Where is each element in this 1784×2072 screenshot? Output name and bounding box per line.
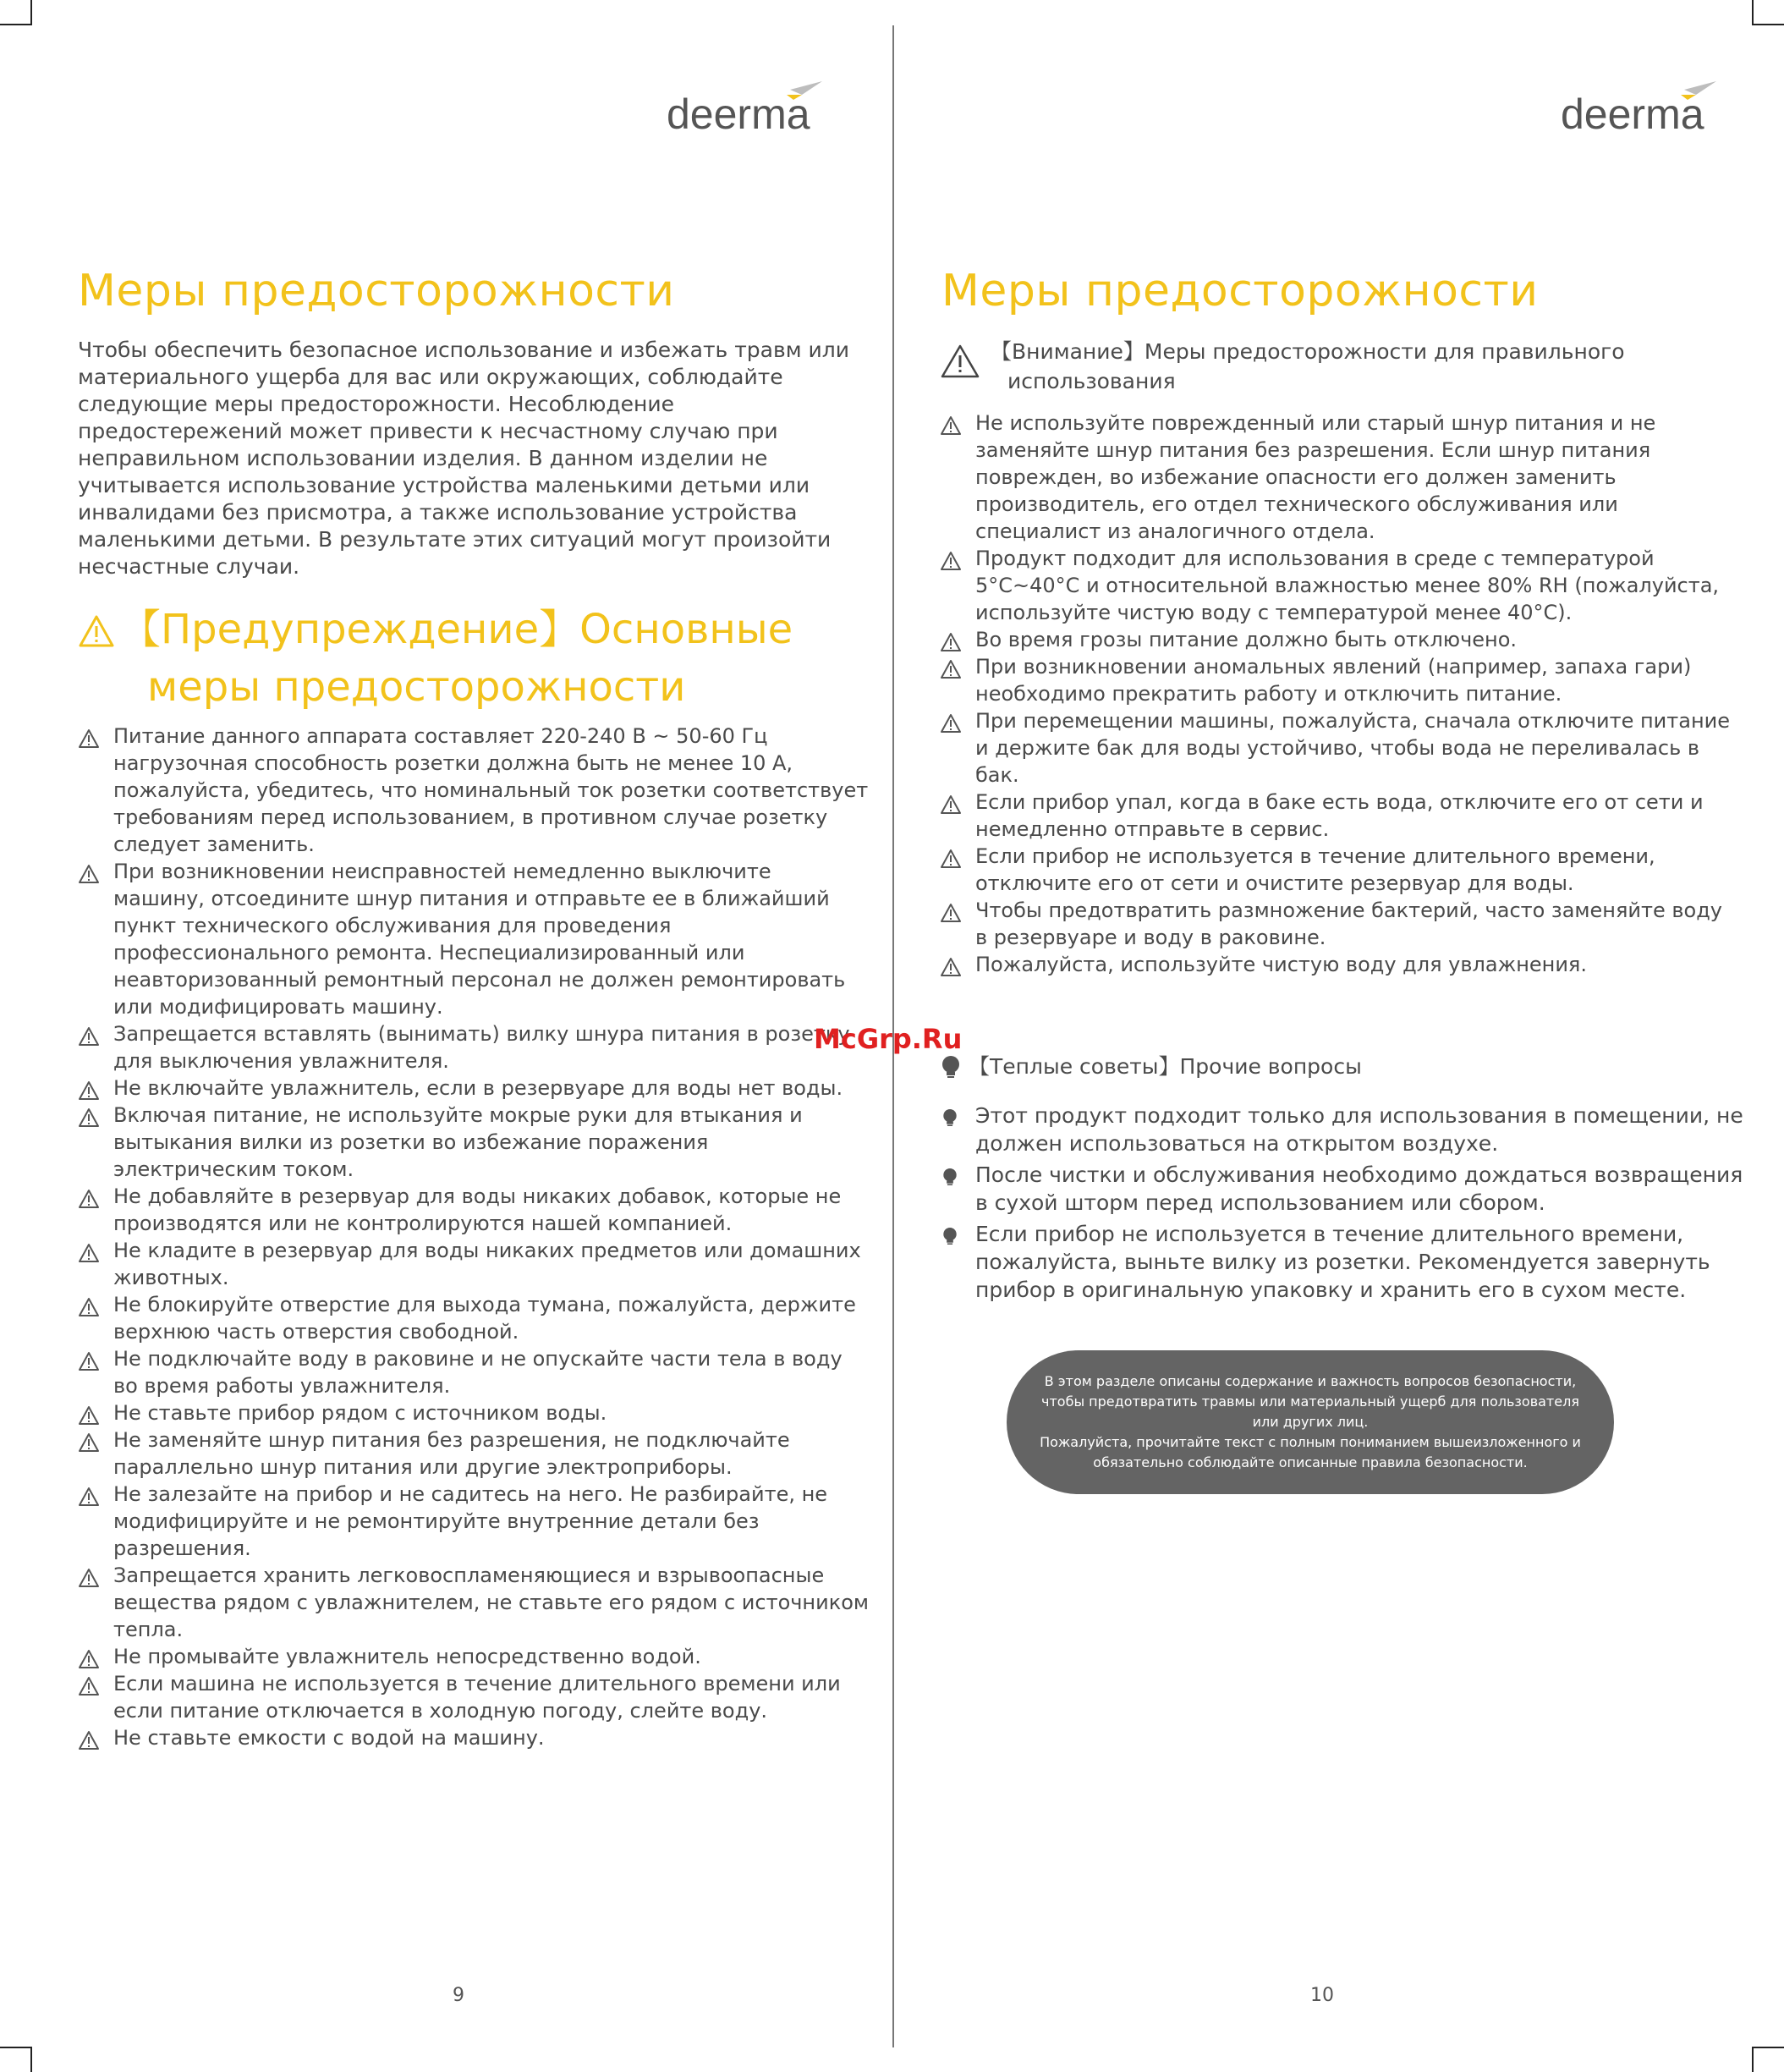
- tips-heading: [940, 1052, 1362, 1081]
- page-right: [894, 0, 1784, 2072]
- svg-text:deerma: deerma: [667, 91, 810, 137]
- list-item: Не промывайте увлажнитель непосредственно водой.: [78, 1643, 869, 1670]
- tips-title: 【Теплые советы】Прочие вопросы: [969, 1054, 1362, 1079]
- list-item: При возникновении неисправностей немедленно выключите машину, отсоедините шнур питания и отправьте ее в ближайший пункт технического обслуживания для проведения профессионального ремонта. Неспециализированный или неавторизованный ремонтный персонал не должен ремонтировать или модифицировать машину.: [78, 858, 869, 1020]
- note-paragraph: В этом разделе описаны содержание и важность вопросов безопасности, чтобы предотвратить травмы или материальный ущерб для пользователя или других лиц.: [1041, 1373, 1579, 1430]
- warning-heading-line1: 【Предупреждение】Основные: [120, 606, 793, 653]
- lightbulb-icon: [941, 1227, 958, 1245]
- list-item: При возникновении аномальных явлений (например, запаха гари) необходимо прекратить работу и отключить питание.: [940, 653, 1731, 707]
- watermark: McGrp.Ru: [814, 1023, 963, 1055]
- warning-triangle-icon: [940, 415, 962, 436]
- brand-logo: [667, 78, 836, 137]
- list-item: Этот продукт подходит только для использования в помещении, не должен использоваться на открытом воздухе.: [941, 1102, 1754, 1157]
- lightbulb-icon: [941, 1108, 958, 1127]
- list-item: Включая питание, не используйте мокрые руки для втыкания и вытыкания вилки из розетки во избежание поражения электрическим током.: [78, 1102, 869, 1183]
- page-number: 10: [1310, 1985, 1334, 2006]
- list-item: При перемещении машины, пожалуйста, сначала отключите питание и держите бак для воды устойчиво, чтобы вода не переливалась в бак.: [940, 707, 1731, 789]
- list-item: Питание данного аппарата составляет 220-240 В ~ 50-60 Гц нагрузочная способность розетки должна быть не менее 10 А, пожалуйста, убедитесь, что номинальный ток розетки соответствует требованиям перед использованием, в противном случае розетку следует заменить.: [78, 723, 869, 858]
- warning-triangle-icon: [78, 1405, 100, 1426]
- list-item: Не заменяйте шнур питания без разрешения, не подключайте параллельно шнур питания или другие электроприборы.: [78, 1426, 869, 1481]
- warning-triangle-icon: [940, 659, 962, 679]
- warning-triangle-icon: [78, 1730, 100, 1750]
- list-item: Не кладите в резервуар для воды никаких предметов или домашних животных.: [78, 1237, 869, 1291]
- list-item: Пожалуйста, используйте чистую воду для увлажнения.: [940, 951, 1731, 978]
- warning-heading-line2: меры предосторожности: [147, 663, 686, 711]
- warning-triangle-icon: [940, 957, 962, 977]
- list-item: Чтобы предотвратить размножение бактерий, часто заменяйте воду в резервуаре и воду в раковине.: [940, 897, 1731, 951]
- list-item: Не ставьте прибор рядом с источником воды.: [78, 1399, 869, 1426]
- warning-triangle-icon: [78, 728, 100, 749]
- page-number: 9: [453, 1985, 464, 2006]
- warning-triangle-icon: [940, 794, 962, 815]
- list-item: Не используйте поврежденный или старый шнур питания и не заменяйте шнур питания без разрешения. Если шнур питания поврежден, во избежание опасности его должен заменить производитель, его отдел технического обслуживания или специалист из аналогичного отдела.: [940, 409, 1731, 545]
- brand-logo: [1561, 78, 1730, 137]
- lightbulb-icon: [941, 1168, 958, 1186]
- tips-list: [941, 1102, 1754, 1307]
- warning-triangle-icon: [940, 344, 980, 379]
- warning-triangle-icon: [78, 864, 100, 884]
- safety-note-box: [1007, 1350, 1614, 1494]
- warning-heading: [78, 601, 865, 716]
- svg-text:deerma: deerma: [1561, 91, 1704, 137]
- warning-triangle-icon: [78, 1487, 100, 1507]
- list-item: После чистки и обслуживания необходимо дождаться возвращения в сухой шторм перед использованием или сбором.: [941, 1161, 1754, 1217]
- list-item: Не добавляйте в резервуар для воды никаких добавок, которые не производятся или не контролируются нашей компанией.: [78, 1183, 869, 1237]
- list-item: Не залезайте на прибор и не садитесь на него. Не разбирайте, не модифицируйте и не ремонтируйте внутренние детали без разрешения.: [78, 1481, 869, 1562]
- warning-triangle-icon: [78, 1297, 100, 1317]
- warning-list: [78, 723, 869, 1751]
- attention-line1: 【Внимание】Меры предосторожности для правильного: [991, 339, 1625, 364]
- list-item: Не включайте увлажнитель, если в резервуаре для воды нет воды.: [78, 1074, 869, 1102]
- lightbulb-icon: [940, 1055, 962, 1079]
- list-item: Если машина не используется в течение длительного времени или если питание отключается в холодную погоду, слейте воду.: [78, 1670, 869, 1724]
- list-item: Не блокируйте отверстие для выхода тумана, пожалуйста, держите верхнюю часть отверстия свободной.: [78, 1291, 869, 1345]
- warning-triangle-icon: [78, 1568, 100, 1588]
- warning-triangle-icon: [940, 903, 962, 923]
- list-item: Во время грозы питание должно быть отключено.: [940, 626, 1731, 653]
- warning-triangle-icon: [78, 614, 115, 648]
- warning-triangle-icon: [78, 1351, 100, 1371]
- list-item: Не подключайте воду в раковине и не опускайте части тела в воду во время работы увлажнителя.: [78, 1345, 869, 1399]
- attention-line2: использования: [1007, 369, 1176, 393]
- warning-triangle-icon: [940, 632, 962, 652]
- warning-triangle-icon: [940, 849, 962, 869]
- warning-triangle-icon: [78, 1026, 100, 1047]
- list-item: Запрещается хранить легковоспламеняющиеся и взрывоопасные вещества рядом с увлажнителем, не ставьте его рядом с источником тепла.: [78, 1562, 869, 1643]
- warning-triangle-icon: [78, 1189, 100, 1209]
- warning-triangle-icon: [78, 1432, 100, 1453]
- warning-triangle-icon: [78, 1649, 100, 1669]
- intro-paragraph: Чтобы обеспечить безопасное использование и избежать травм или материального ущерба для вас или окружающих, соблюдайте следующие меры предосторожности. Несоблюдение предостережений может привести к несчастному случаю при неправильном использовании изделия. В данном изделии не учитывается использование устройства маленькими детьми или инвалидами без присмотра, а также использование устройства маленькими детьми. В результате этих ситуаций могут произойти несчастные случаи.: [78, 338, 849, 579]
- warning-triangle-icon: [940, 713, 962, 734]
- warning-triangle-icon: [78, 1243, 100, 1263]
- list-item: Продукт подходит для использования в среде с температурой 5°C~40°C и относительной влажностью менее 80% RH (пожалуйста, используйте чистую воду с температурой менее 40°C).: [940, 545, 1731, 626]
- warning-triangle-icon: [940, 551, 962, 571]
- list-item: Если прибор не используется в течение длительного времени, отключите его от сети и очистите резервуар для воды.: [940, 843, 1731, 897]
- list-item: Если прибор упал, когда в баке есть вода, отключите его от сети и немедленно отправьте в сервис.: [940, 789, 1731, 843]
- attention-list: [940, 409, 1731, 978]
- list-item: Запрещается вставлять (вынимать) вилку шнура питания в розетку для выключения увлажнителя.: [78, 1020, 869, 1074]
- warning-triangle-icon: [78, 1676, 100, 1696]
- page-title: Меры предосторожности: [78, 266, 675, 316]
- list-item: Не ставьте емкости с водой на машину.: [78, 1724, 869, 1751]
- list-item: Если прибор не используется в течение длительного времени, пожалуйста, выньте вилку из розетки. Рекомендуется завернуть прибор в оригинальную упаковку и хранить его в сухом месте.: [941, 1220, 1754, 1304]
- warning-triangle-icon: [78, 1080, 100, 1101]
- note-paragraph: Пожалуйста, прочитайте текст с полным пониманием вышеизложенного и обязательно соблюдайте описанные правила безопасности.: [1040, 1434, 1581, 1470]
- page-title: Меры предосторожности: [941, 266, 1539, 316]
- warning-triangle-icon: [78, 1107, 100, 1128]
- attention-heading: [940, 337, 1701, 396]
